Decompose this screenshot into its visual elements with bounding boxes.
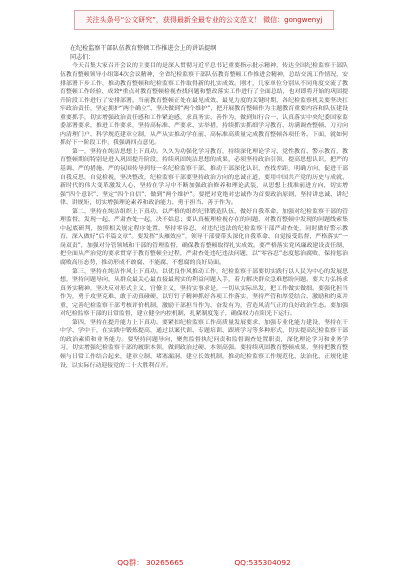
- paragraph-point-3: 第三，坚持在纯洁作风上下真功。以优良作风推动工作，纪检监察干部要切实践行以人民为中心的发展思想，坚持问题导向，从群众最关心最直接最现实的利益问题入手，着力解决群众急难愁盼问题。要大力弘扬求真务实精神，坚决反对形式主义、官僚主义，坚持实事求是，一切从实际出发，把工作做实做细。要强化担当作为，勇于攻坚克难、敢于动真碰硬，以钉钉子精神抓好各项工作落实，坚持严管和厚爱结合、激励和约束并重，完善纪检监察干部考核评价机制，激励干部担当作为、奋发有为，营造风清气正的良好政治生态。要加强对纪检监察干部的日常监督，建立健全内控机制，扎紧制度笼子，确保权力在阳光下运行。: [60, 268, 348, 318]
- paragraph-point-1: 第一，坚持在纯洁思想上下真功。久久为功强化学习教育，持续深化理论学习、党性教育、警示教育，教育整顿期间特别是进入巩固提升阶段，持续巩固纯洁思想的成果，必须坚持政治引领，提高思想认识，把严的基调、严的措施、严的氛围传导到每一名纪检监察干部，推动干部深化认识，查找差距，明确方向，促进干部自我反思，自觉检视，坚决整改，纪检监察干部要坚持政治方向的忠诚正道，要用中国共产党的历史与成就、新时代的伟大变革激发人心，坚持在学习中不断加强政治修养和理论武装，从思想上找准前进方向，切实增强“四个意识”、坚定“四个自信”、做到“两个维护”。要把对党绝对忠诚作为首要政治原则，坚持讲忠诚、讲纪律、讲规矩，切实增强理论素养和政治能力，勇于担当、善于作为。: [60, 148, 348, 207]
- qq-group-text: QQ群： 30265665: [117, 558, 184, 567]
- promo-banner-text: 关注头条号“公文研究”，获得最新全最专业的公文范文！ 微信：gongwenyj: [85, 16, 323, 24]
- paragraph-point-4: 第四，坚持在提升能力上下真功。要紧扣纪检监察工作高质量发展要求，加强专业化能力建设，坚持在干中学、学中干，在实践中锻炼提高，通过以案代训、专题培训、跟班学习等多种形式，切实提高纪检监察干部的政治素质和业务能力。要坚持问题导向，聚焦监督执纪问责和监督调查处置职责，深化理论学习和业务学习，切实增强纪检监察干部的履职本领，做到政治过硬、本领高强。要持续巩固教育整顿成果，坚持把教育整顿与日常工作结合起来，建章立制、堵塞漏洞，建立长效机制，推动纪检监察工作规范化、法治化、正规化建设，以实际行动迎接党的二十大胜利召开。: [60, 319, 348, 369]
- paragraph-intro: 今天召集大家召开会议的主要目的是深入贯彻习近平总书记重要指示批示精神，传达全国纪检监察干部队伍教育整顿领导小组第4次会议精神，全省纪检监察干部队伍教育整顿工作推进会精神，总结交流工作情况，安排部署下步工作，推动教育整顿和纪检监察工作取得新的扎实成效。刚才，几家单位分别从不同角度交流了教育整顿工作经验、成效*重点对教育整顿检视查找问题和整改落实工作进行了全面总结，也对即将开始的巩固提升阶段工作进行了安排部署。当前教育整顿正处在最见成效、最见力度的关键时期，各纪检监察机关要坚决扛牢政治责任，坚定拥护“两个确立”、坚决做到“两个维护”，把开展教育整顿作为主题教育重要内容和队伍建设重要抓手，切实增强政治责任感和工作紧迫感，求真务实、善作为，做到知行合一、认真落实中央纪委国家监委部署要求，推进工作要求，坚持高标准、严要求、实举措，持续抓实抓细学习教育、坊满调查整顿、刀刃向内清理门户、科学规范建章立制，从严从实推动学在前、高标准高质量完成教育整顿各项任务。下面，就如何抓好下一阶段工作，我强调四点意见。: [60, 63, 348, 147]
- paragraph-point-2: 第二，坚持在纯洁组织上下真功。以严格的组织纪律锻造队伍，做好自我革命，加强对纪检监察干部的管理监督，发现一起、严肃查处一起，决不姑息；要认真梳理检视存在的问题，对教育整顿中发现的问题线索集中起底研判，按照相关规定程序处置，坚持零容忍，对违纪违法的纪检监察干部严肃查处，同时做好警示教育，深入做好“后半篇文章”。要发挥“头雁效应”，领导干部要带头深化自我革命、自觉接受监督，严格落实“一岗双责”，加强对分管领域和干部的管理监督，确保教育整顿取得扎实成效。要严格落实党风廉政建设责任制，把全面从严治党的要求贯穿于教育整顿全过程，严肃查处违纪违法问题，以“零容忍”态度惩治腐败，保持惩治腐败高压态势，推动形成不敢腐、不能腐、不想腐的良好局面。: [60, 208, 348, 266]
- document-body: [60, 44, 348, 552]
- qq-text: QQ:535304092: [234, 558, 291, 567]
- document-title: 在纪检监察干部队伍教育整顿工作推进会上的讲话提纲: [70, 45, 217, 52]
- contact-footer: [0, 556, 408, 570]
- document-salutation: 同志们：: [70, 54, 95, 62]
- promo-banner[interactable]: [74, 10, 334, 30]
